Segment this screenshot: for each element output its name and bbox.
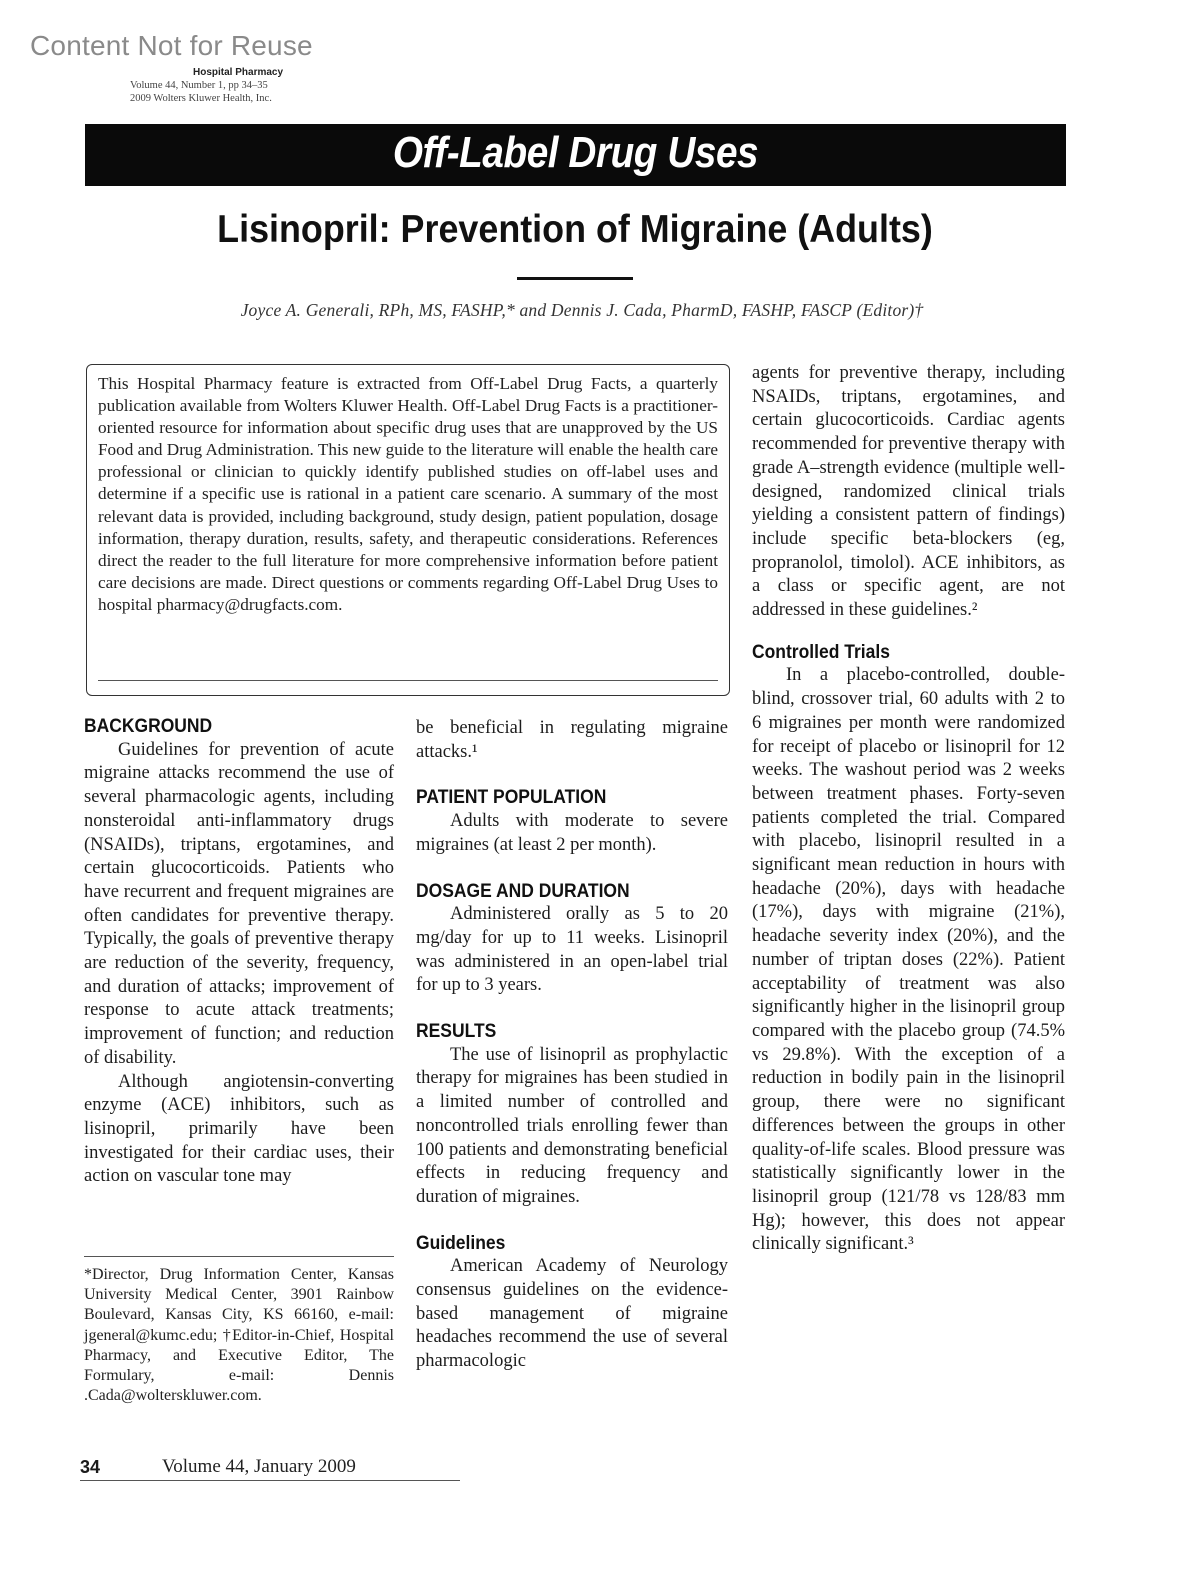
heading-background: BACKGROUND — [84, 716, 213, 737]
controlled-trials-paragraph: In a placebo-controlled, double-blind, crossover trial, 60 adults with 2 to 6 migraines per month were randomized for receipt of placebo or lisinopril for 12 weeks. The washout period was 2 weeks between treatment phases. Forty-seven patients completed the trial. Compared with placebo, lisinopril resulted in a significant mean reduction in hours with headache (20%), days with headache (17%), days with migraine (21%), headache severity index (20%), and the number of triptan doses (22%). Patient acceptability of treatment was also significantly higher in the lisinopril group compared with the placebo group (74.5% vs 29.8%). With the exception of a reduction in bodily pain in the lisinopril group, there were no significant differences between the groups in other quality-of-life scales. Blood pressure was statistically significantly lower in the lisinopril group (121/78 vs 128/83 mm Hg); however, this does not appear clinically significant.³ — [752, 665, 1065, 1255]
column-1 — [84, 715, 394, 1189]
journal-copyright-line: 2009 Wolters Kluwer Health, Inc. — [130, 93, 272, 104]
column-2 — [416, 717, 728, 1374]
background-paragraph-2: Although angiotensin-converting enzyme (ACE) inhibitors, such as lisinopril, primarily have been investigated for their cardiac uses, their action on vascular tone may — [84, 1071, 394, 1187]
heading-controlled-trials: Controlled Trials — [752, 641, 890, 663]
journal-volume-line: Volume 44, Number 1, pp 34–35 — [130, 80, 268, 91]
journal-name: Hospital Pharmacy — [193, 67, 284, 78]
heading-guidelines: Guidelines — [416, 1232, 506, 1254]
background-paragraph-2-continued: be beneficial in regulating migraine attacks.¹ — [416, 718, 728, 762]
page-number: 34 — [80, 1457, 101, 1477]
results-paragraph: The use of lisinopril as prophylactic therapy for migraines has been studied in a limited number of controlled and noncontrolled trials enrolling fewer than 100 patients and demonstrating beneficial effects in reducing frequency and duration of migraines. — [416, 1044, 728, 1207]
footnote-divider — [84, 1256, 394, 1257]
guidelines-paragraph: American Academy of Neurology consensus guidelines on the evidence-based management of migraine headaches recommend the use of several pharmacologic — [416, 1256, 728, 1372]
dosage-paragraph: Administered orally as 5 to 20 mg/day for up to 11 weeks. Lisinopril was administered in an open-label trial for up to 3 years. — [416, 904, 728, 996]
banner-title: Off-Label Drug Uses — [392, 128, 759, 177]
guidelines-paragraph-continued: agents for preventive therapy, including NSAIDs, triptans, ergotamines, and certain glucocorticoids. Cardiac agents recommended for preventive therapy with grade A–strength evidence (multiple well-designed, randomized clinical trials yielding a consistent pattern of findings) include specific beta-blockers (eg, propranolol, timolol). ACE inhibitors, as a class or specific agent, are not addressed in these guidelines.² — [752, 363, 1065, 621]
journal-header — [130, 66, 283, 105]
article-authors: Joyce A. Generali, RPh, MS, FASHP,* and Dennis J. Cada, PharmD, FASHP, FASCP (Editor)† — [240, 300, 924, 320]
section-banner — [85, 124, 1066, 186]
footer-issue: Volume 44, January 2009 — [162, 1456, 356, 1477]
footer-divider — [80, 1480, 460, 1481]
watermark: Content Not for Reuse — [30, 30, 313, 61]
heading-dosage-duration: DOSAGE AND DURATION — [416, 880, 630, 902]
heading-patient-population: PATIENT POPULATION — [416, 787, 607, 809]
column-3 — [752, 362, 1065, 1257]
intro-divider — [98, 680, 718, 681]
article-title: Lisinopril: Prevention of Migraine (Adults) — [217, 208, 933, 251]
patient-population-paragraph: Adults with moderate to severe migraines (at least 2 per month). — [416, 811, 728, 855]
author-footnote: *Director, Drug Information Center, Kansas University Medical Center, 3901 Rainbow Boulevard, Kansas City, KS 66160, e-mail: jgeneral@kumc.edu; †Editor-in-Chief, Hospital Pharmacy, and Executive Editor, The Formulary, e-mail: Dennis .Cada@wolterskluwer.com. — [84, 1266, 394, 1405]
background-paragraph-1: Guidelines for prevention of acute migraine attacks recommend the use of several pharmacologic agents, including nonsteroidal anti-inflammatory drugs (NSAIDs), triptans, ergotamines, and certain glucocorticoids. Patients who have recurrent and frequent migraines are often candidates for preventive therapy. Typically, the goals of preventive therapy are reduction of the severity, frequency, and duration of attacks; improvement of response to acute attack treatments; improvement of function; and reduction of disability. — [84, 739, 394, 1068]
intro-text: This Hospital Pharmacy feature is extracted from Off-Label Drug Facts, a quarterly publication available from Wolters Kluwer Health. Off-Label Drug Facts is a practitioner-oriented resource for information about specific drug uses that are unapproved by the US Food and Drug Administration. This new guide to the literature will enable the health care professional or clinician to quickly identify published studies on off-label uses and determine if a specific use is rational in a patient care scenario. A summary of the most relevant data is provided, including background, study design, patient population, dosage information, therapy duration, results, safety, and therapeutic considerations. References direct the reader to the full literature for more comprehensive information before patient care decisions are made. Direct questions or comments regarding Off-Label Drug Uses to hospital pharmacy@drugfacts.com. — [98, 374, 718, 614]
heading-results: RESULTS — [416, 1021, 497, 1043]
title-divider — [517, 277, 633, 280]
